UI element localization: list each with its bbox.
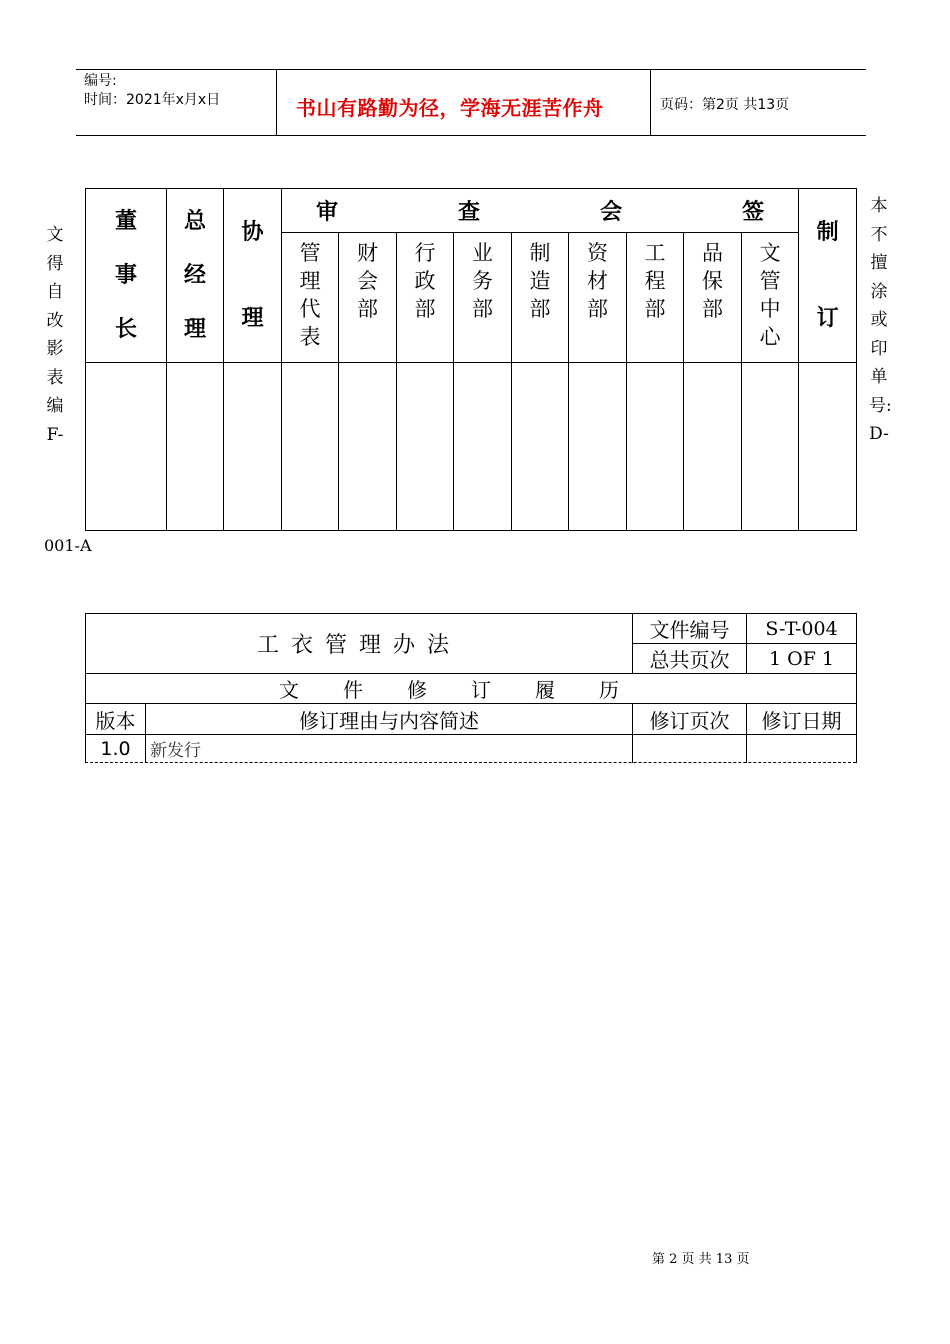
sign-cell (339, 363, 397, 531)
dept-admin: 行政部 (397, 233, 454, 363)
dept-quality: 品保部 (684, 233, 742, 363)
header-top-rule (76, 69, 866, 70)
right-side-note: 本不擅涂或印单号:D- (869, 196, 892, 444)
header-divider-2 (650, 69, 651, 136)
review-title (282, 195, 798, 226)
dept-manufacturing: 制造部 (512, 233, 569, 363)
revision-date (747, 735, 857, 763)
total-pages-value: 1 OF 1 (747, 644, 857, 674)
col-version-header: 版本 (86, 704, 146, 735)
general-manager-header: 总经理 (167, 189, 224, 363)
revision-reason: 新发行 (146, 735, 633, 763)
chairman-header: 董事长 (86, 189, 167, 363)
left-side-note: 文得自改影表编F- (46, 225, 64, 445)
author-header: 制订 (799, 189, 857, 363)
review-countersign-header (282, 189, 799, 233)
sign-cell (167, 363, 224, 531)
col-reason-header: 修订理由与内容简述 (146, 704, 633, 735)
dept-document-center: 文管中心 (742, 233, 799, 363)
file-number-label: 文件编号 (633, 614, 747, 644)
revision-page (633, 735, 747, 763)
table-continuation-dashes (85, 762, 856, 763)
revision-row (86, 735, 857, 763)
dept-engineering: 工程部 (627, 233, 684, 363)
header-page-number: 页码：第2页 共13页 (660, 97, 790, 113)
sign-cell (799, 363, 857, 531)
approval-table (85, 188, 857, 531)
document-title: 工衣管理办法 (86, 614, 633, 674)
footer-page-number: 第 2 页 共 13 页 (652, 1252, 750, 1267)
review-title-char-2: 查 (458, 200, 481, 225)
revision-version: 1.0 (86, 735, 146, 763)
left-side-code: 001-A (44, 536, 92, 555)
revision-history-title: 文件修订履历 (86, 674, 857, 704)
total-pages-label: 总共页次 (633, 644, 747, 674)
header-doc-no: 编号: (84, 73, 117, 89)
file-number-value: S-T-004 (747, 614, 857, 644)
review-title-char-1: 审 (316, 200, 339, 225)
signature-row (86, 363, 857, 531)
sign-cell (684, 363, 742, 531)
header-divider-1 (276, 69, 277, 136)
header-bottom-rule (76, 135, 866, 136)
sign-cell (742, 363, 799, 531)
dept-materials: 资材部 (569, 233, 627, 363)
sign-cell (512, 363, 569, 531)
review-title-char-4: 签 (742, 200, 765, 225)
sign-cell (569, 363, 627, 531)
header-motto: 书山有路勤为径，学海无涯苦作舟 (296, 96, 604, 120)
col-page-header: 修订页次 (633, 704, 747, 735)
header-time: 时间：2021年x月x日 (84, 92, 221, 108)
assistant-manager-header: 协理 (224, 189, 282, 363)
sign-cell (282, 363, 339, 531)
document-info-table (85, 613, 857, 763)
dept-business: 业务部 (454, 233, 512, 363)
dept-management-rep: 管理代表 (282, 233, 339, 363)
sign-cell (224, 363, 282, 531)
sign-cell (627, 363, 684, 531)
sign-cell (397, 363, 454, 531)
review-title-char-3: 会 (600, 200, 623, 225)
sign-cell (86, 363, 167, 531)
col-date-header: 修订日期 (747, 704, 857, 735)
dept-finance: 财会部 (339, 233, 397, 363)
sign-cell (454, 363, 512, 531)
